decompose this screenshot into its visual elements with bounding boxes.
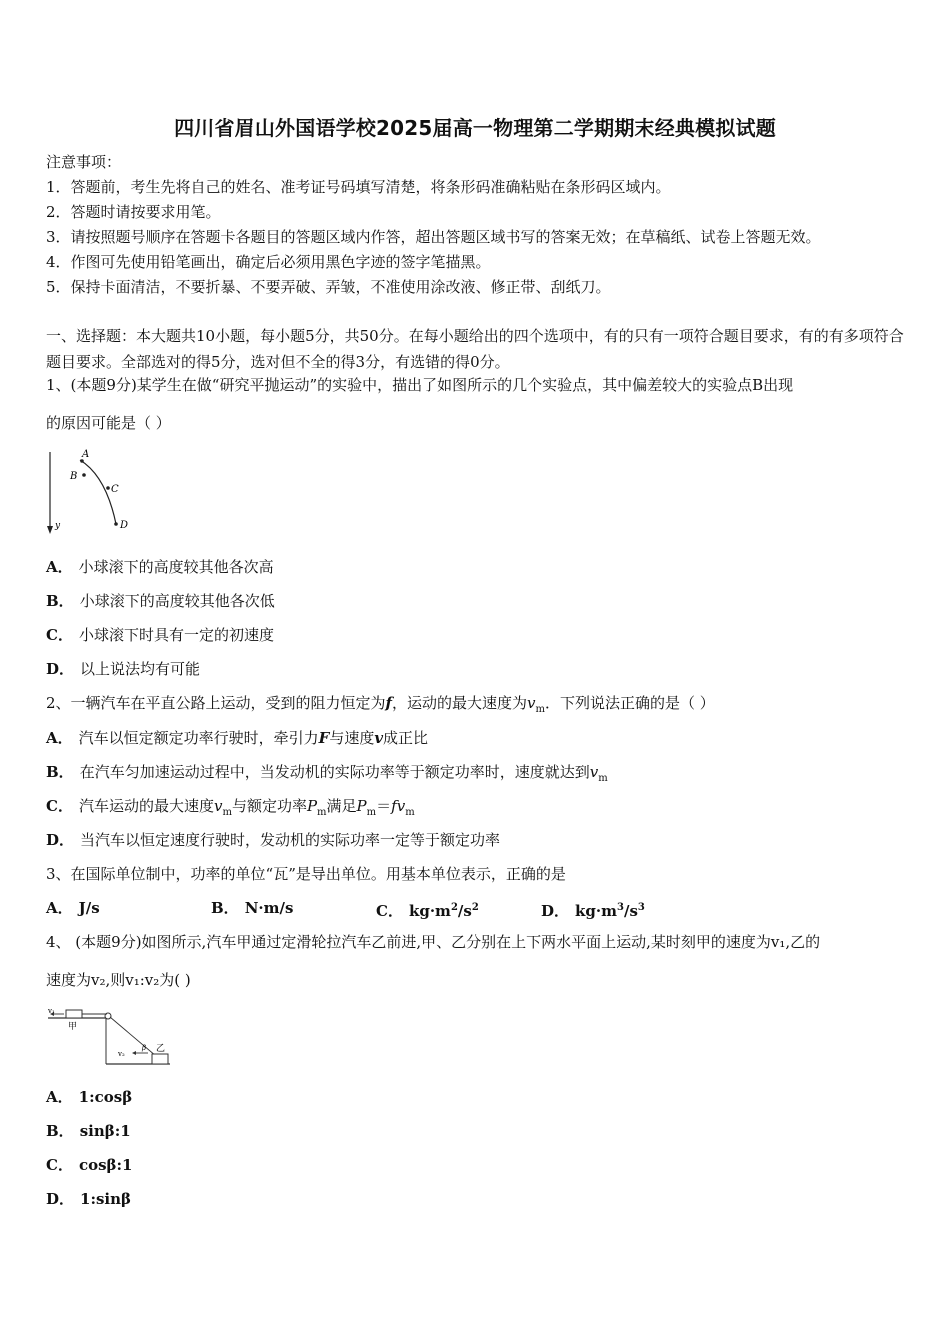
label-beta: β: [142, 1044, 147, 1052]
label-yi: 乙: [156, 1044, 166, 1054]
q4-option-a: A． 1:cosβ: [46, 1088, 133, 1106]
q3-option-c: C． $kg\cdot m^2/s^2$: [376, 902, 479, 920]
car-jia: [66, 1010, 82, 1018]
q3-option-b: B． N·m/s: [211, 899, 294, 917]
q4-stem-line1: 4、 (本题9分)如图所示,汽车甲通过定滑轮拉汽车乙前进,甲、乙分别在上下两水平面上运动,某时刻甲的速度为v₁,乙的: [46, 933, 821, 951]
q1-stem-line2: 的原因可能是（ ）: [46, 414, 171, 432]
section-intro: 一、选择题：本大题共10小题，每小题5分，共50分。在每小题给出的四个选项中，有的只有一项符合题目要求，有的有多项符合题目要求。全部选对的得5分，选对但不全的得3分，有选错的得0分。: [46, 327, 904, 371]
point-d: [114, 522, 118, 526]
q3-option-a: A． J/s: [46, 899, 100, 917]
q4-option-c: C． cosβ:1: [46, 1156, 133, 1174]
notice-item: 4．作图可先使用铅笔画出，确定后必须用黑色字迹的签字笔描黑。: [46, 253, 491, 271]
q4-stem-line2: 速度为v₂,则v₁:v₂为( ): [46, 971, 191, 989]
y-axis-arrow: [47, 526, 53, 534]
q4-option-b: B． sinβ:1: [46, 1122, 131, 1140]
label-c: C: [111, 484, 119, 495]
notice-item: 1．答题前，考生先将自己的姓名、准考证号码填写清楚，将条形码准确粘贴在条形码区域内。: [46, 178, 671, 196]
car-yi: [152, 1054, 168, 1064]
q1-option-a: A． 小球滚下的高度较其他各次高: [46, 558, 274, 576]
v2-arrowhead: [132, 1051, 136, 1055]
label-v1: v₁: [48, 1007, 55, 1015]
label-d: D: [120, 520, 129, 531]
q2-stem: 2、一辆汽车在平直公路上运动，受到的阻力恒定为f，运动的最大速度为$v_m$．下列说法正确的是（ ）: [46, 694, 715, 715]
q1-option-d: D． 以上说法均有可能: [46, 660, 201, 678]
page-title: 四川省眉山外国语学校2025届高一物理第二学期期末经典模拟试题: [174, 116, 776, 140]
q2-option-c: C． 汽车运动的最大速度$v_m$与额定功率$P_m$满足$P_m=fv_m$: [46, 797, 415, 818]
label-a: A: [82, 449, 90, 460]
point-c: [106, 486, 110, 490]
notice-item: 5．保持卡面清洁，不要折暴、不要弄破、弄皱，不准使用涂改液、修正带、刮纸刀。: [46, 278, 611, 296]
q3-stem: 3、在国际单位制中，功率的单位“瓦”是导出单位。用基本单位表示，正确的是: [46, 865, 566, 883]
q2-option-a: A． 汽车以恒定额定功率行驶时，牵引力F与速度v成正比: [46, 729, 429, 747]
q1-option-c: C． 小球滚下时具有一定的初速度: [46, 626, 274, 644]
q4-option-d: D． 1:sinβ: [46, 1190, 131, 1208]
label-b: B: [70, 471, 78, 482]
q1-option-b: B． 小球滚下的高度较其他各次低: [46, 592, 275, 610]
notice-item: 3．请按照题号顺序在答题卡各题目的答题区域内作答，超出答题区域书写的答案无效；在草稿纸、试卷上答题无效。: [46, 228, 821, 246]
label-y: y: [55, 521, 61, 531]
q2-option-b: B． 在汽车匀加速运动过程中，当发动机的实际功率等于额定功率时，速度就达到$v_m$: [46, 763, 608, 784]
label-jia: 甲: [68, 1022, 78, 1032]
label-v2: v₂: [118, 1050, 125, 1058]
point-b: [82, 473, 86, 477]
q4-pulley-figure: [44, 1004, 174, 1072]
q3-option-d: D． $kg\cdot m^3/s^3$: [541, 902, 645, 920]
rope-slanted: [110, 1017, 156, 1056]
notice-heading: 注意事项：: [46, 153, 122, 171]
q1-trajectory-figure: [44, 446, 144, 542]
q2-option-d: D． 当汽车以恒定速度行驶时，发动机的实际功率一定等于额定功率: [46, 831, 501, 849]
notice-item: 2．答题时请按要求用笔。: [46, 203, 221, 221]
q1-stem-line1: 1、(本题9分)某学生在做“研究平抛运动”的实验中，描出了如图所示的几个实验点，其中偏差较大的实验点B出现: [46, 376, 794, 394]
